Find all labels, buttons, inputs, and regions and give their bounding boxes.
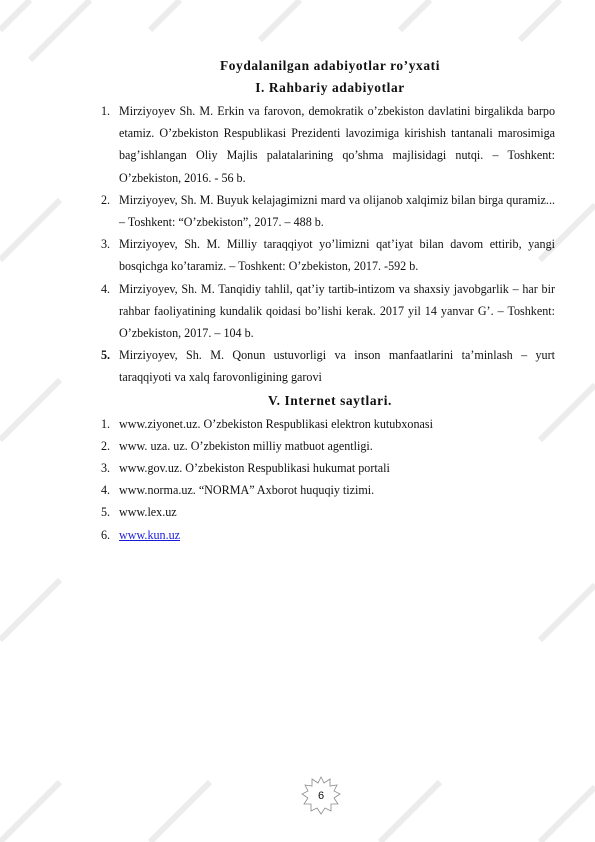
website-text: www.lex.uz xyxy=(119,505,177,520)
reference-text: Mirziyoyev, Sh. M. Qonun ustuvorligi va inson manfaatlarini ta’minlash – yurt taraqqiyoti va xalq farovonligining garovi xyxy=(119,348,555,385)
reference-text: Mirziyoyev, Sh. M. Milliy taraqqiyot yo’limizni qat’iyat bilan davom ettirib, yangi bosqichga ko’taramiz. – Toshkent: O’zbekiston, 2017. -592 b. xyxy=(119,237,555,274)
page-number: 6 xyxy=(317,790,325,802)
website-number: 4. xyxy=(101,483,111,498)
website-text: www.norma.uz. “NORMA” Axborot huquqiy tizimi. xyxy=(119,483,375,498)
page-number-badge xyxy=(299,774,343,818)
reference-item xyxy=(95,100,555,189)
reference-item xyxy=(95,233,555,277)
reference-text: Mirziyoyev, Sh. M. Buyuk kelajagimizni mard va olijanob xalqimiz bilan birga quramiz... – Toshkent: “O’zbekiston”, 2017. – 488 b. xyxy=(119,192,555,230)
reference-text: Mirziyoyev, Sh. M. Tanqidiy tahlil, qat’iy tartib-intizom va shaxsiy javobgarlik – har bir rahbar faoliyatining kundalik qoidasi bo’lishi kerak. 2017 yil 14 yanvar G’. – Toshkent: O’zbekiston, 2017. – 104 b. xyxy=(119,281,555,341)
reference-number: 5. xyxy=(101,348,111,363)
website-text: www.gov.uz. O’zbekiston Respublikasi hukumat portali xyxy=(119,461,390,476)
section-heading-internet-sites: V. Internet saytlari. xyxy=(268,392,392,408)
document-content xyxy=(95,56,555,546)
websites-list xyxy=(95,413,555,546)
website-item xyxy=(95,457,555,479)
website-text: www.ziyonet.uz. O’zbekiston Respublikasi elektron kutubxonasi xyxy=(119,416,433,431)
website-item xyxy=(95,413,555,435)
kun-uz-link[interactable]: www.kun.uz xyxy=(119,527,181,542)
website-number: 5. xyxy=(101,505,111,520)
website-item xyxy=(95,479,555,501)
section-heading-guiding-literature: I. Rahbariy adabiyotlar xyxy=(255,80,405,95)
website-item xyxy=(95,524,555,546)
reference-item xyxy=(95,189,555,233)
website-item xyxy=(95,435,555,457)
website-item xyxy=(95,501,555,523)
references-list xyxy=(95,100,555,389)
reference-text: Mirziyoyev Sh. M. Erkin va farovon, demokratik o’zbekiston davlatini birgalikda barpo etamiz. O’zbekiston Respublikasi Prezidenti lavozimiga kirishish tantanali marosimiga bag’ishlangan Oliy Majlis palatalarining qo’shma majlisidagi nutqi. – Toshkent: O’zbekiston, 2016. - 56 b. xyxy=(119,104,555,185)
reference-number: 4. xyxy=(101,281,111,296)
reference-item xyxy=(95,344,555,388)
reference-number: 2. xyxy=(101,192,111,207)
reference-number: 1. xyxy=(101,104,111,118)
document-title: Foydalanilgan adabiyotlar ro’yxati xyxy=(219,58,441,73)
website-number: 2. xyxy=(101,438,111,453)
website-number: 1. xyxy=(101,416,111,431)
reference-item xyxy=(95,278,555,345)
website-text: www. uza. uz. O’zbekiston milliy matbuot agentligi. xyxy=(119,438,373,453)
website-number: 6. xyxy=(101,527,111,542)
website-number: 3. xyxy=(101,461,111,476)
reference-number: 3. xyxy=(101,237,111,252)
